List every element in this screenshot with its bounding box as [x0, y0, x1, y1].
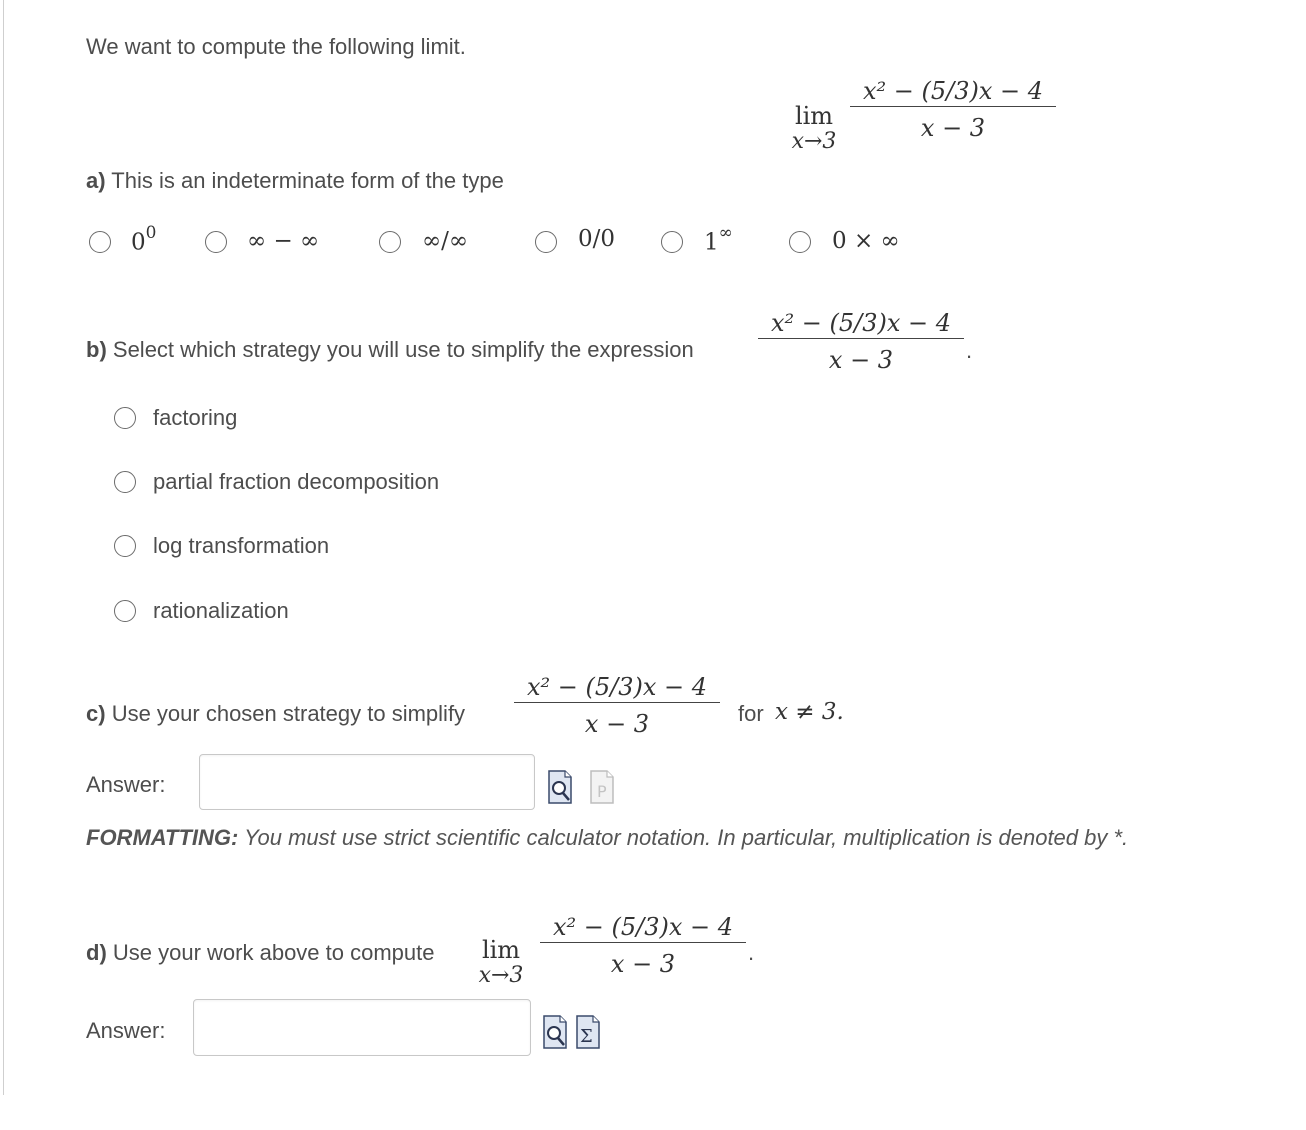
- part-b-period: .: [966, 338, 973, 363]
- option-b-log-transformation-label: log transformation: [153, 533, 330, 558]
- part-c-question: c) Use your chosen strategy to simplify: [86, 701, 466, 726]
- radio-b-rationalization[interactable]: [114, 600, 136, 622]
- numerator: x² − (5/3)x − 4: [862, 77, 1044, 105]
- part-d-answer-input[interactable]: [193, 999, 531, 1056]
- radio-a-option-6[interactable]: [789, 231, 811, 253]
- option-a-inf-over-inf: ∞/∞: [422, 228, 469, 254]
- part-b-question: b) Select which strategy you will use to simplify the expression: [86, 337, 694, 362]
- option-b-partial-fraction-label: partial fraction decomposition: [153, 469, 440, 494]
- part-c-for: for: [738, 701, 764, 726]
- preview-icon[interactable]: [542, 1015, 568, 1049]
- main-fraction: [850, 76, 1056, 143]
- part-d-lim: lim x→3: [478, 936, 524, 988]
- part-b-fraction: x² − (5/3)x − 4 x − 3: [758, 308, 964, 375]
- svg-text:P: P: [597, 782, 607, 801]
- part-d-question: d) Use your work above to compute: [86, 940, 435, 965]
- option-a-zero-times-inf: 0 × ∞: [832, 228, 900, 254]
- option-a-one-power-inf: 1∞: [704, 223, 733, 256]
- part-c-answer-input[interactable]: [199, 754, 535, 810]
- main-lim: lim x→3: [791, 102, 837, 154]
- radio-b-partial-fraction[interactable]: [114, 471, 136, 493]
- part-c-fraction: x² − (5/3)x − 4 x − 3: [514, 672, 720, 739]
- radio-a-option-5[interactable]: [661, 231, 683, 253]
- part-c-answer-label: Answer:: [86, 772, 166, 797]
- sigma-icon[interactable]: [575, 1015, 601, 1049]
- option-a-0-power-0: $0^0$: [131, 223, 157, 256]
- option-b-rationalization-label: rationalization: [153, 598, 289, 623]
- left-border: [3, 0, 4, 1095]
- option-a-zero-over-zero: 0/0: [578, 226, 616, 252]
- formatting-note: FORMATTING: You must use strict scientific calculator notation. In particular, multiplication is denoted by *.: [86, 825, 1129, 850]
- part-d-period: .: [748, 940, 755, 965]
- preview-icon[interactable]: [547, 770, 573, 804]
- radio-a-option-4[interactable]: [535, 231, 557, 253]
- radio-a-option-3[interactable]: [379, 231, 401, 253]
- part-c-condition: x ≠ 3.: [775, 699, 844, 725]
- radio-b-log-transformation[interactable]: [114, 535, 136, 557]
- radio-a-option-1[interactable]: [89, 231, 111, 253]
- radio-b-factoring[interactable]: [114, 407, 136, 429]
- option-b-factoring-label: factoring: [153, 405, 238, 430]
- part-d-fraction: x² − (5/3)x − 4 x − 3: [540, 912, 746, 979]
- radio-a-option-2[interactable]: [205, 231, 227, 253]
- denominator: x − 3: [920, 114, 986, 142]
- part-a-question: a) This is an indeterminate form of the type: [86, 168, 504, 193]
- svg-text:Σ: Σ: [580, 1026, 593, 1047]
- part-d-answer-label: Answer:: [86, 1018, 166, 1043]
- option-a-inf-minus-inf: ∞ − ∞: [247, 228, 320, 254]
- pdf-icon[interactable]: [589, 770, 615, 804]
- intro-text: We want to compute the following limit.: [86, 34, 466, 59]
